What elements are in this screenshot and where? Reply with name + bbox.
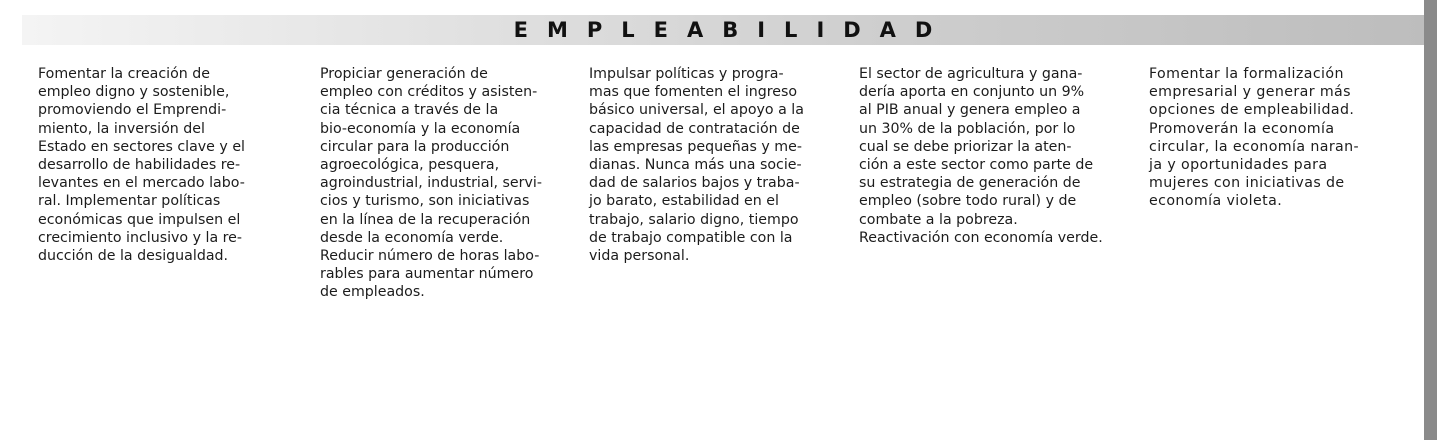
column-4-text: El sector de agricultura y gana- dería aporta en conjunto un 9% al PIB anual y genera empleo a un 30% de la población, por lo cual se debe priorizar la aten- ción a este sector como parte de su estrategia de generación de empleo (sobre todo rural) y de combate a la pobreza. Reactivación con economía verde. (859, 66, 1103, 246)
page-right-edge (1424, 0, 1437, 440)
section-title: EMPLEABILIDAD (513, 18, 952, 42)
top-strip (0, 0, 1424, 14)
column-5-text: Fomentar la formalización empresarial y generar más opciones de empleabilidad. Promoverán la economía circular, la economía naran- ja y oportunidades para mujeres con iniciativas de economía violeta. (1149, 66, 1360, 210)
header-band (22, 15, 1424, 45)
column-3-text: Impulsar políticas y progra- mas que fomenten el ingreso básico universal, el apoyo a la capacidad de contratación de las empresas pequeñas y me- dianas. Nunca más una socie- dad de salarios bajos y traba- jo barato, estabilidad en el trabajo, salario digno, tiempo de trabajo compatible con la vida personal. (589, 66, 804, 265)
column-2-text: Propiciar generación de empleo con créditos y asisten- cia técnica a través de la bio-economía y la economía circular para la producción agroecológica, pesquera, agroindustrial, industrial, servi- cios y turismo, son iniciativas en la línea de la recuperación desde la economía verde. Reducir número de horas labo- rables para aumentar número de empleados. (320, 66, 542, 301)
column-1-text: Fomentar la creación de empleo digno y sostenible, promoviendo el Emprendi- miento, la inversión del Estado en sectores clave y el desarrollo de habilidades re- levantes en el mercado labo- ral. Implementar políticas económicas que impulsen el crecimiento inclusivo y la re- ducción de la desigualdad. (38, 66, 246, 265)
